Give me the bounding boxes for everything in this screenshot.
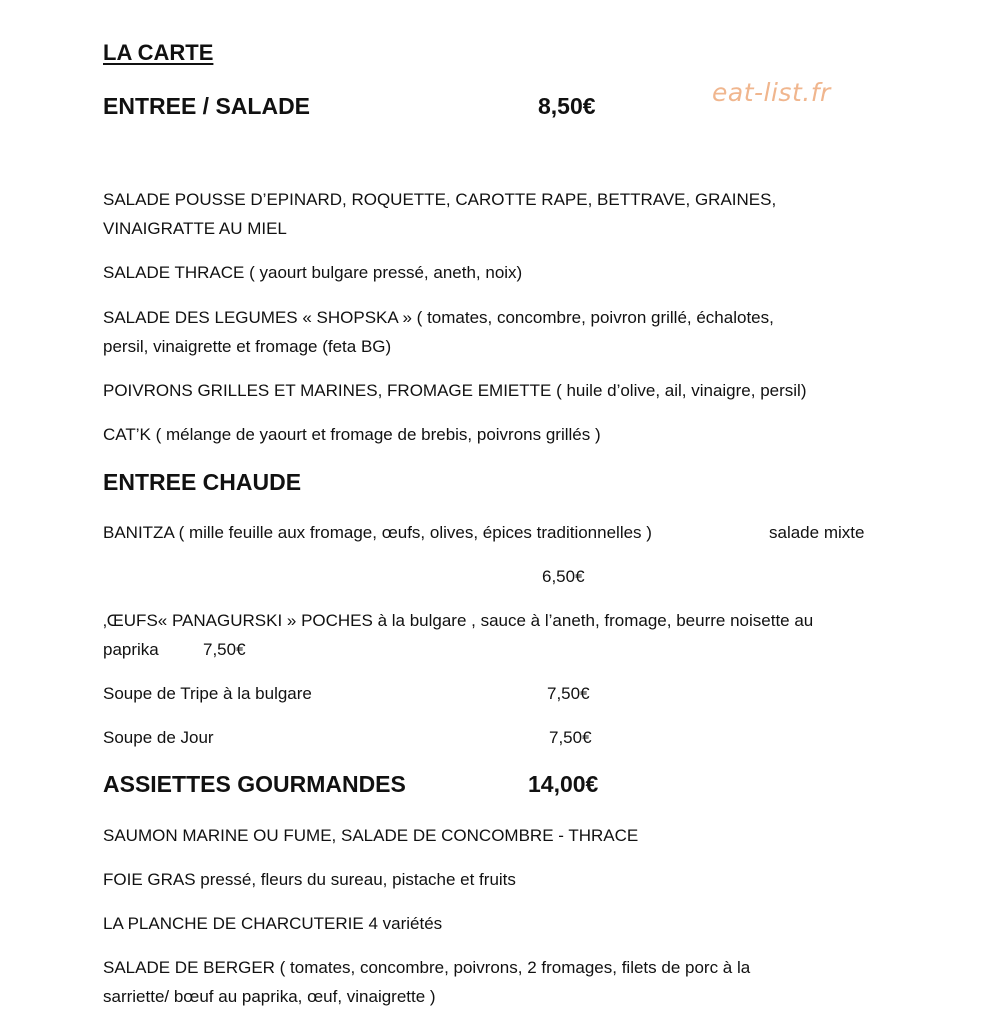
menu-item xyxy=(103,185,776,243)
section-heading-assiettes-gourmandes: ASSIETTES GOURMANDES xyxy=(103,771,406,797)
menu-item-line: persil, vinaigrette et fromage (feta BG) xyxy=(103,337,392,356)
menu-item-price: 7,50€ xyxy=(549,728,592,747)
section-price-entree-salade: 8,50€ xyxy=(538,93,596,119)
menu-item-price: 7,50€ xyxy=(547,684,590,703)
menu-item-text: Soupe de Jour xyxy=(103,728,214,747)
menu-item-price: 7,50€ xyxy=(203,640,246,659)
menu-item-line: SALADE POUSSE D’EPINARD, ROQUETTE, CAROTTE RAPE, BETTRAVE, GRAINES, xyxy=(103,190,777,209)
menu-item-text: BANITZA ( mille feuille aux fromage, œufs, olives, épices traditionnelles ) xyxy=(103,523,652,542)
menu-title: LA CARTE xyxy=(103,40,214,65)
menu-item-text: Soupe de Tripe à la bulgare xyxy=(103,684,312,703)
watermark: eat-list.fr xyxy=(712,78,831,107)
menu-item-line: SALADE DE BERGER ( tomates, concombre, poivrons, 2 fromages, filets de porc à la xyxy=(103,958,751,977)
section-heading-entree-salade: ENTREE / SALADE xyxy=(103,93,311,119)
section-price-assiettes-gourmandes: 14,00€ xyxy=(528,771,599,797)
menu-item: POIVRONS GRILLES ET MARINES, FROMAGE EMIETTE ( huile d’olive, ail, vinaigre, persil) xyxy=(103,381,807,400)
menu-item-price: 6,50€ xyxy=(542,567,585,586)
menu-item-line: paprika xyxy=(103,640,159,659)
menu-item-line: ‚ŒUFS« PANAGURSKI » POCHES à la bulgare , sauce à l’aneth, fromage, beurre noisette au xyxy=(103,611,814,630)
menu-item xyxy=(103,953,750,1011)
menu-item: CAT’K ( mélange de yaourt et fromage de brebis, poivrons grillés ) xyxy=(103,425,601,444)
section-heading-entree-chaude: ENTREE CHAUDE xyxy=(103,469,302,495)
menu-item: FOIE GRAS pressé, fleurs du sureau, pistache et fruits xyxy=(103,870,516,889)
menu-item: SAUMON MARINE OU FUME, SALADE DE CONCOMBRE - THRACE xyxy=(103,826,639,845)
menu-item-line: sarriette/ bœuf au paprika, œuf, vinaigrette ) xyxy=(103,987,436,1006)
menu-item: LA PLANCHE DE CHARCUTERIE 4 variétés xyxy=(103,914,443,933)
menu-item-line: VINAIGRATTE AU MIEL xyxy=(103,219,287,238)
menu-item-side: salade mixte xyxy=(769,523,865,542)
menu-item: SALADE THRACE ( yaourt bulgare pressé, aneth, noix) xyxy=(103,263,523,282)
menu-item-line: SALADE DES LEGUMES « SHOPSKA » ( tomates, concombre, poivron grillé, échalotes, xyxy=(103,308,774,327)
menu-item xyxy=(103,303,774,361)
